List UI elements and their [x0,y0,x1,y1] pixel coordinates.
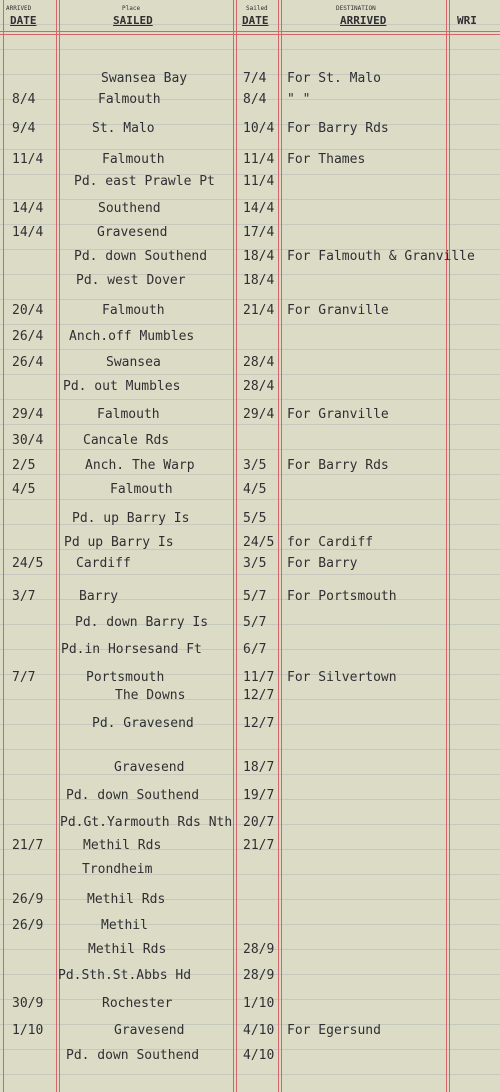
sailed-date: 11/4 [243,174,275,189]
column-rule [233,0,234,1092]
destination: For Granville [287,303,389,318]
arrived-date: 3/7 [12,589,36,604]
place-sailed: Gravesend [114,1023,185,1038]
arrived-date: 1/10 [12,1023,44,1038]
sailed-date: 29/4 [243,407,275,422]
place-sailed: Pd up Barry Is [64,535,174,550]
arrived-date: 9/4 [12,121,36,136]
arrived-date: 11/4 [12,152,44,167]
sailed-date: 21/7 [243,838,275,853]
header-arrived-sub: DESTINATION [336,5,376,12]
place-sailed: Falmouth [97,407,160,422]
sailed-date: 5/5 [243,511,267,526]
place-sailed: Southend [98,201,161,216]
arrived-date: 24/5 [12,556,44,571]
place-sailed: Pd.Sth.St.Abbs Hd [58,968,192,983]
sailed-date: 17/4 [243,225,275,240]
place-sailed: Rochester [102,996,173,1011]
header-rule [0,31,500,32]
sailed-date: 8/4 [243,92,267,107]
place-sailed: Methil Rds [87,892,166,907]
place-sailed: Anch. The Warp [85,458,195,473]
place-sailed: Pd. out Mumbles [63,379,181,394]
sailed-date: 4/5 [243,482,267,497]
place-sailed: Pd. down Southend [66,1048,200,1063]
sailed-date: 11/7 [243,670,275,685]
place-sailed: Pd. east Prawle Pt [74,174,215,189]
place-sailed: Swansea Bay [101,71,188,86]
destination: For Falmouth & Granville [287,249,475,264]
place-sailed: Pd.in Horsesand Ft [61,642,202,657]
place-sailed: St. Malo [92,121,155,136]
sailed-date: 19/7 [243,788,275,803]
place-sailed: Pd. west Dover [76,273,186,288]
place-sailed: Pd. down Barry Is [75,615,209,630]
destination: For St. Malo [287,71,381,86]
arrived-date: 26/9 [12,918,44,933]
arrived-date: 20/4 [12,303,44,318]
arrived-date: 26/4 [12,355,44,370]
destination: For Barry Rds [287,458,389,473]
header-date: DATE [242,14,269,27]
sailed-date: 28/9 [243,968,275,983]
column-rule [236,0,237,1092]
destination: For Egersund [287,1023,381,1038]
sailed-date: 12/7 [243,716,275,731]
header-sailed: SAILED [113,14,153,27]
column-rule [59,0,60,1092]
sailed-date: 12/7 [243,688,275,703]
place-sailed: Pd. up Barry Is [72,511,190,526]
destination: " " [287,92,311,107]
column-rule [446,0,447,1092]
place-sailed: The Downs [115,688,186,703]
sailed-date: 7/4 [243,71,267,86]
place-sailed: Barry [79,589,119,604]
arrived-date: 21/7 [12,838,44,853]
place-sailed: Trondheim [82,862,153,877]
destination: For Silvertown [287,670,397,685]
header-sailed-sub: Place [122,5,141,12]
sailed-date: 5/7 [243,589,267,604]
arrived-date: 4/5 [12,482,36,497]
header-wri: WRI [457,14,477,27]
place-sailed: Gravesend [97,225,168,240]
sailed-date: 1/10 [243,996,275,1011]
place-sailed: Gravesend [114,760,185,775]
sailed-date: 14/4 [243,201,275,216]
sailed-date: 28/4 [243,355,275,370]
arrived-date: 29/4 [12,407,44,422]
sailed-date: 10/4 [243,121,275,136]
sailed-date: 20/7 [243,815,275,830]
arrived-date: 7/7 [12,670,36,685]
sailed-date: 28/9 [243,942,275,957]
margin-rule [3,0,4,1092]
place-sailed: Falmouth [110,482,173,497]
arrived-date: 14/4 [12,225,44,240]
sailed-date: 28/4 [243,379,275,394]
arrived-date: 8/4 [12,92,36,107]
sailed-date: 18/4 [243,249,275,264]
place-sailed: Methil [101,918,148,933]
place-sailed: Methil Rds [83,838,162,853]
place-sailed: Cardiff [76,556,131,571]
place-sailed: Falmouth [102,303,165,318]
sailed-date: 21/4 [243,303,275,318]
place-sailed: Swansea [106,355,161,370]
place-sailed: Falmouth [98,92,161,107]
arrived-date: 26/4 [12,329,44,344]
column-rule [56,0,57,1092]
header-dated-sub: ARRIVED [6,5,32,12]
destination: For Barry [287,556,358,571]
place-sailed: Cancale Rds [83,433,170,448]
place-sailed: Methil Rds [88,942,167,957]
sailed-date: 5/7 [243,615,267,630]
sailed-date: 3/5 [243,458,267,473]
column-rule [449,0,450,1092]
place-sailed: Portsmouth [86,670,165,685]
sailed-date: 3/5 [243,556,267,571]
arrived-date: 30/4 [12,433,44,448]
destination: For Portsmouth [287,589,397,604]
sailed-date: 6/7 [243,642,267,657]
arrived-date: 30/9 [12,996,44,1011]
place-sailed: Falmouth [102,152,165,167]
place-sailed: Pd. down Southend [74,249,208,264]
header-arrived: ARRIVED [340,14,387,27]
arrived-date: 2/5 [12,458,36,473]
arrived-date: 14/4 [12,201,44,216]
place-sailed: Pd. down Southend [66,788,200,803]
destination: For Granville [287,407,389,422]
sailed-date: 18/4 [243,273,275,288]
header-dated: DATE [10,14,37,27]
destination: For Barry Rds [287,121,389,136]
sailed-date: 4/10 [243,1023,275,1038]
arrived-date: 26/9 [12,892,44,907]
place-sailed: Pd.Gt.Yarmouth Rds Nth [60,815,233,830]
header-rule [0,34,500,35]
header-date-sub: Sailed [246,5,268,12]
destination: For Thames [287,152,366,167]
sailed-date: 18/7 [243,760,275,775]
column-rule [281,0,282,1092]
sailed-date: 4/10 [243,1048,275,1063]
sailed-date: 11/4 [243,152,275,167]
place-sailed: Anch.off Mumbles [69,329,195,344]
sailed-date: 24/5 [243,535,275,550]
column-rule [278,0,279,1092]
destination: for Cardiff [287,535,374,550]
place-sailed: Pd. Gravesend [92,716,194,731]
